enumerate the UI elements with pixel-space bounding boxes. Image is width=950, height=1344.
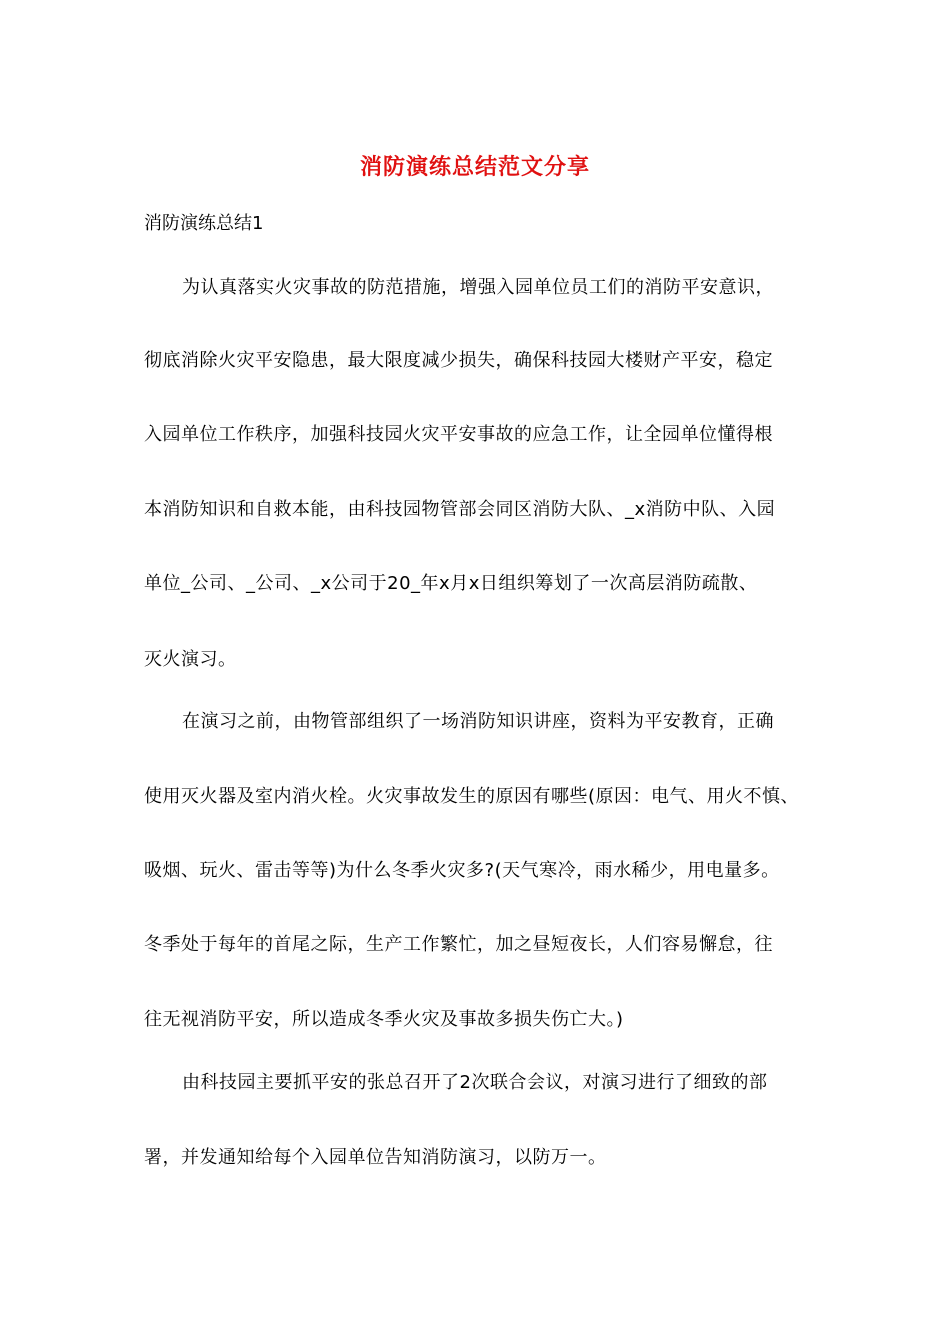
paragraph-1-line-6: 灭火演习。 [144, 649, 237, 670]
paragraph-3-line-2: 署，并发通知给每个入园单位告知消防演习，以防万一。 [144, 1147, 607, 1168]
paragraph-3-line-1: 由科技园主要抓平安的张总召开了2次联合会议，对演习进行了细致的部 [182, 1072, 768, 1093]
paragraph-2-line-2: 使用灭火器及室内消火栓。火灾事故发生的原因有哪些(原因：电气、用火不慎、 [144, 786, 800, 807]
section-heading: 消防演练总结1 [144, 213, 264, 234]
paragraph-2-line-4: 冬季处于每年的首尾之际，生产工作繁忙，加之昼短夜长，人们容易懈怠，往 [144, 934, 773, 955]
paragraph-1-line-2: 彻底消除火灾平安隐患，最大限度减少损失，确保科技园大楼财产平安，稳定 [144, 350, 773, 371]
paragraph-1-line-1: 为认真落实火灾事故的防范措施，增强入园单位员工们的消防平安意识， [182, 277, 774, 298]
paragraph-2-line-3: 吸烟、玩火、雷击等等)为什么冬季火灾多?(天气寒冷，雨水稀少，用电量多。 [144, 860, 780, 881]
paragraph-2-line-1: 在演习之前，由物管部组织了一场消防知识讲座，资料为平安教育，正确 [182, 711, 774, 732]
paragraph-1-line-3: 入园单位工作秩序，加强科技园火灾平安事故的应急工作，让全园单位懂得根 [144, 424, 773, 445]
document-title: 消防演练总结范文分享 [359, 154, 590, 180]
paragraph-2-line-5: 往无视消防平安，所以造成冬季火灾及事故多损失伤亡大。) [144, 1009, 624, 1030]
paragraph-1-line-5: 单位_公司、_公司、_x公司于20_年x月x日组织筹划了一次高层消防疏散、 [144, 573, 758, 594]
paragraph-1-line-4: 本消防知识和自救本能，由科技园物管部会同区消防大队、_x消防中队、入园 [144, 499, 776, 520]
